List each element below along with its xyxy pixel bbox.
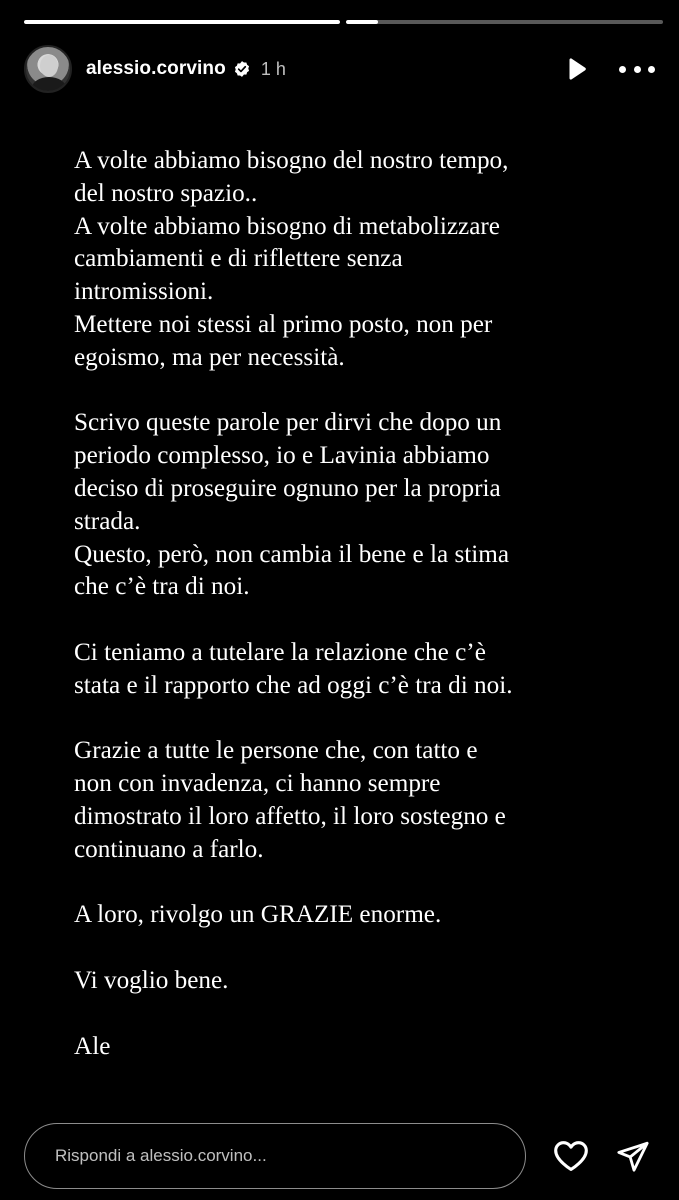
story-line: continuano a farlo. [74, 835, 264, 863]
story-line: deciso di proseguire ognuno per la propria [74, 474, 501, 502]
story-line: non con invadenza, ci hanno sempre [74, 770, 441, 798]
story-line: A volte abbiamo bisogno del nostro tempo, [74, 147, 509, 174]
story-line: egoismo, ma per necessità. [74, 343, 345, 371]
avatar-face [40, 55, 58, 77]
heart-icon[interactable] [552, 1139, 590, 1173]
more-horizontal-icon[interactable] [619, 56, 655, 82]
story-line: dimostrato il loro affetto, il loro sostegno e [74, 802, 506, 830]
progress-fill-1 [24, 20, 340, 24]
story-line: periodo complesso, io e Lavinia abbiamo [74, 442, 490, 470]
story-paragraph [74, 899, 634, 932]
story-line: Scrivo queste parole per dirvi che dopo un [74, 409, 502, 437]
verified-badge-icon [233, 60, 251, 78]
story-line: intromissioni. [74, 278, 214, 306]
story-line: Grazie a tutte le persone che, con tatto e [74, 737, 478, 765]
story-line: che c’è tra di noi. [74, 573, 250, 601]
story-paragraph [74, 145, 634, 375]
story-line: A volte abbiamo bisogno di metabolizzare [74, 212, 500, 240]
send-icon[interactable] [616, 1139, 650, 1173]
play-icon[interactable] [563, 56, 589, 82]
post-time: 1 h [260, 58, 286, 79]
story-line: Ale [74, 1032, 111, 1060]
story-paragraph [74, 1031, 634, 1064]
progress-segment-2 [346, 20, 663, 24]
more-dot [619, 66, 626, 73]
progress-segment-1 [24, 20, 340, 24]
story-line: stata e il rapporto che ad oggi c’è tra di noi. [74, 671, 513, 699]
story-paragraph [74, 407, 634, 604]
story-paragraph [74, 735, 634, 866]
more-dot [648, 66, 655, 73]
progress-fill-2 [346, 20, 378, 24]
story-line: del nostro spazio.. [74, 179, 258, 207]
story-header [24, 44, 655, 94]
story-line: A loro, rivolgo un GRAZIE enorme. [74, 901, 442, 929]
story-paragraph [74, 965, 634, 998]
story-line: strada. [74, 507, 141, 535]
story-line: Ci teniamo a tutelare la relazione che c’è [74, 638, 486, 666]
story-line: cambiamenti e di riflettere senza [74, 245, 403, 273]
avatar[interactable] [24, 45, 72, 93]
avatar-shoulders [32, 77, 66, 93]
story-line: Vi voglio bene. [74, 966, 229, 994]
story-line: Questo, però, non cambia il bene e la stima [74, 540, 510, 568]
story-paragraph [74, 637, 634, 703]
story-progress-bar [24, 20, 663, 24]
reply-input[interactable] [24, 1123, 526, 1189]
more-dot [634, 66, 641, 73]
story-footer [24, 1122, 655, 1190]
username[interactable]: alessio.corvino [86, 58, 226, 79]
story-text [74, 145, 634, 1096]
story-line: Mettere noi stessi al primo posto, non per [74, 310, 493, 338]
